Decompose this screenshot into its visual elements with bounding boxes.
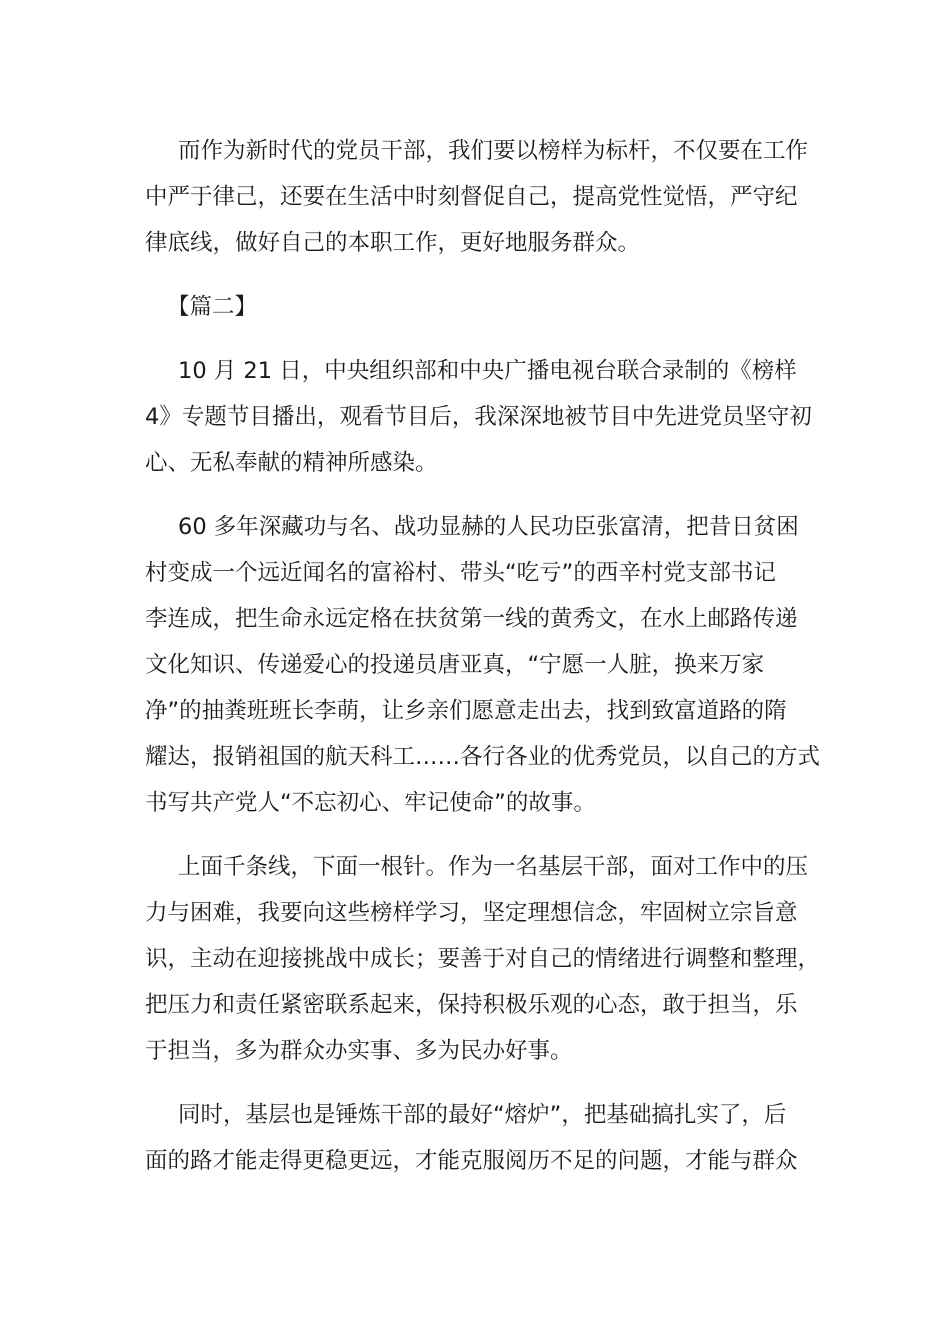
paragraph-line: 力与困难，我要向这些榜样学习，坚定理想信念，牢固树立宗旨意	[145, 900, 798, 926]
document-body	[145, 128, 821, 1202]
paragraph-line: 上面千条线，下面一根针。作为一名基层干部，面对工作中的压	[178, 854, 809, 880]
paragraph-line: 李连成，把生命永远定格在扶贫第一线的黄秀文，在水上邮路传递	[145, 606, 798, 632]
paragraph-line: 把压力和责任紧密联系起来，保持积极乐观的心态，敢于担当，乐	[145, 992, 798, 1018]
paragraph-line: 识，主动在迎接挑战中成长；要善于对自己的情绪进行调整和整理，	[145, 946, 821, 972]
paragraph-line: 文化知识、传递爱心的投递员唐亚真，“宁愿一人脏，换来万家	[145, 652, 765, 678]
paragraph-line: 面的路才能走得更稳更远，才能克服阅历不足的问题，才能与群众	[145, 1148, 798, 1174]
paragraph-2	[145, 348, 811, 486]
paragraph-4	[145, 844, 821, 1074]
paragraph-1	[145, 128, 811, 266]
paragraph-5	[145, 1092, 811, 1184]
paragraph-line: 4》专题节目播出，观看节目后，我深深地被节目中先进党员坚守初	[145, 404, 812, 430]
paragraph-line: 耀达，报销祖国的航天科工……各行各业的优秀党员，以自己的方式	[145, 744, 821, 770]
section-heading: 【篇二】	[167, 294, 258, 320]
paragraph-line: 同时，基层也是锤炼干部的最好“熔炉”，把基础搞扎实了，后	[178, 1102, 787, 1128]
paragraph-line: 而作为新时代的党员干部，我们要以榜样为标杆，不仅要在工作	[178, 138, 809, 164]
paragraph-line: 60 多年深藏功与名、战功显赫的人民功臣张富清，把昔日贫困	[178, 514, 799, 540]
paragraph-line: 心、无私奉献的精神所感染。	[145, 450, 438, 476]
paragraph-line: 于担当，多为群众办实事、多为民办好事。	[145, 1038, 573, 1064]
paragraph-line: 律底线，做好自己的本职工作，更好地服务群众。	[145, 230, 641, 256]
paragraph-line: 中严于律己，还要在生活中时刻督促自己，提高党性觉悟，严守纪	[145, 184, 798, 210]
paragraph-line: 书写共产党人“不忘初心、牢记使命”的故事。	[145, 790, 596, 816]
paragraph-line: 净”的抽粪班班长李萌，让乡亲们愿意走出去，找到致富道路的隋	[145, 698, 787, 724]
paragraph-line: 村变成一个远近闻名的富裕村、带头“吃亏”的西辛村党支部书记	[145, 560, 776, 586]
paragraph-line: 10 月 21 日，中央组织部和中央广播电视台联合录制的《榜样	[178, 358, 797, 384]
paragraph-3	[145, 504, 821, 826]
